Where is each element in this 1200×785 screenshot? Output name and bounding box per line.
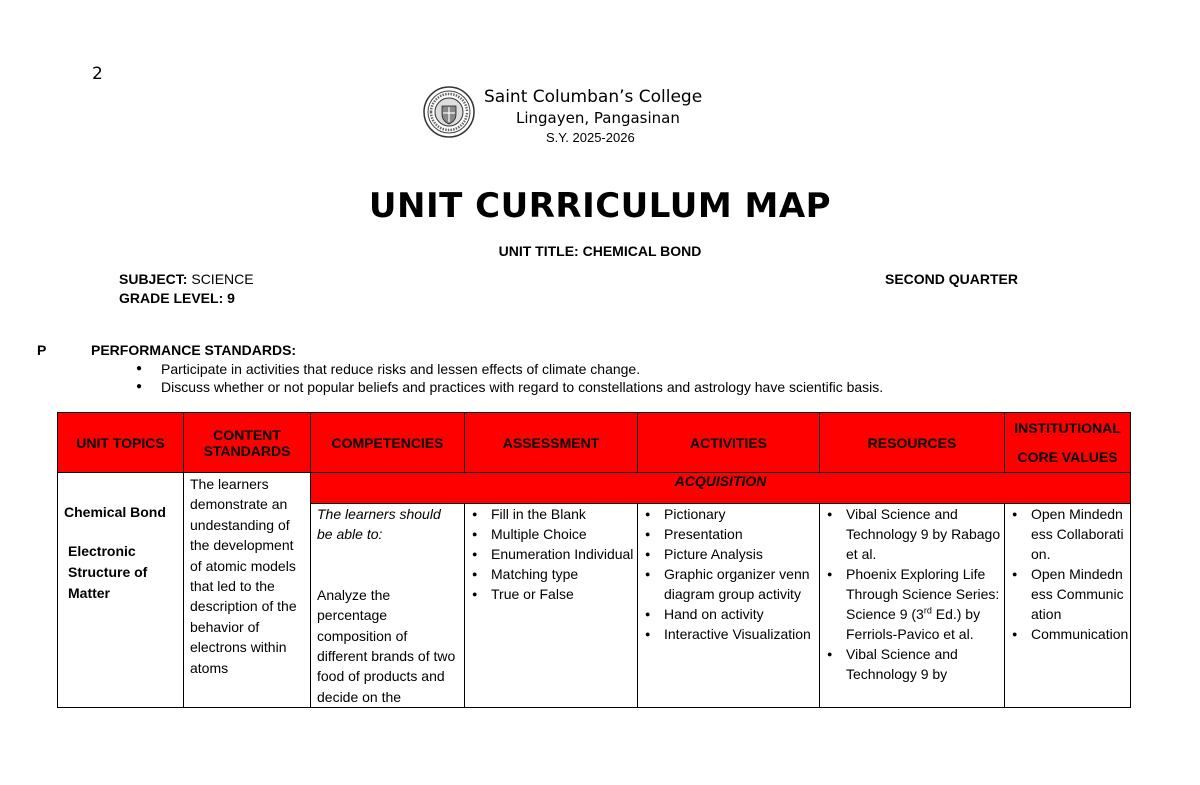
content-standard-text: The learners demonstrate an undestanding of the development of atomic models that led to the description of the behavior of electrons within atoms — [190, 476, 297, 676]
list-item: ● Vibal Science and Technology 9 by — [824, 644, 1004, 684]
assessment-cell — [465, 504, 638, 708]
resources-cell — [820, 504, 1005, 708]
ps-letter: P — [37, 342, 47, 358]
list-item: ● Discuss whether or not popular beliefs and practices with regard to constellations and astrology have scientific basis. — [136, 378, 883, 396]
document-title: UNIT CURRICULUM MAP — [368, 186, 832, 226]
resource-text: Ed.) by Ferriols-Pavico et al. — [846, 606, 981, 642]
core-values-cell — [1005, 504, 1131, 708]
competency-text: Analyze the percentage composition of different brands of two food of products and decide on the — [317, 586, 456, 705]
header-competencies: COMPETENCIES — [311, 413, 465, 473]
core-values-list — [1005, 504, 1130, 644]
acquisition-banner: ACQUISITION — [311, 473, 1131, 504]
subject-value: SCIENCE — [187, 271, 254, 287]
list-item: ● Fill in the Blank — [469, 504, 637, 524]
list-item: ● Picture Analysis — [642, 544, 819, 564]
school-name: Saint Columban’s College — [484, 87, 703, 107]
competencies-cell — [311, 504, 465, 708]
quarter: SECOND QUARTER — [885, 271, 1019, 287]
header-content-standards: CONTENT STANDARDS — [184, 413, 311, 473]
school-year: S.Y. 2025-2026 — [546, 130, 635, 145]
subject-line — [119, 271, 254, 287]
list-item — [824, 564, 1004, 644]
list-item: ● Presentation — [642, 524, 819, 544]
subject-label: SUBJECT: — [119, 271, 188, 287]
unit-topics-cell — [58, 473, 184, 708]
content-standard-cell — [184, 473, 311, 708]
list-item: ● Hand on activity — [642, 604, 819, 624]
list-item: ● Open Mindedness Communication — [1009, 564, 1130, 624]
school-seal-logo — [423, 86, 475, 138]
page-number: 2 — [92, 64, 103, 84]
list-item: ● Interactive Visualization — [642, 624, 819, 644]
list-item: ● Pictionary — [642, 504, 819, 524]
list-item: ● Participate in activities that reduce risks and lessen effects of climate change. — [136, 360, 883, 378]
header-core-values-line1: INSTITUTIONAL — [1014, 419, 1121, 436]
unit-title: UNIT TITLE: CHEMICAL BOND — [498, 243, 702, 259]
resource-superscript: rd — [923, 605, 932, 616]
performance-standards-list — [136, 360, 883, 396]
list-item: ● Multiple Choice — [469, 524, 637, 544]
list-item: ● Open Mindedness Collaboration. — [1009, 504, 1130, 564]
list-item: ● Graphic organizer venn diagram group activity — [642, 564, 819, 604]
header-activities: ACTIVITIES — [638, 413, 820, 473]
assessment-list — [465, 504, 637, 604]
grade-label: GRADE LEVEL: 9 — [119, 290, 235, 306]
list-item: ● Vibal Science and Technology 9 by Rabago et al. — [824, 504, 1004, 564]
list-item: ● True or False — [469, 584, 637, 604]
resource-text: Phoenix Exploring Life Through Science Series: Science 9 (3 — [846, 566, 1000, 622]
curriculum-map-table — [57, 412, 1131, 708]
activities-cell — [638, 504, 820, 708]
list-item: ● Matching type — [469, 564, 637, 584]
header-resources: RESOURCES — [820, 413, 1005, 473]
grade-level — [119, 290, 235, 306]
list-item: ● Enumeration Individual — [469, 544, 637, 564]
header-assessment: ASSESSMENT — [465, 413, 638, 473]
resources-list — [820, 504, 1004, 684]
header-unit-topics: UNIT TOPICS — [58, 413, 184, 473]
header-core-values-line2: CORE VALUES — [1017, 448, 1118, 465]
header-core-values — [1005, 413, 1131, 473]
topic-electronic-structure: Electronic Structure of Matter — [68, 543, 148, 601]
topic-chemical-bond: Chemical Bond — [64, 504, 166, 520]
competency-intro: The learners should be able to: — [317, 506, 441, 543]
performance-standards-heading: PERFORMANCE STANDARDS: — [91, 342, 297, 358]
list-item: ● Communication — [1009, 624, 1130, 644]
activities-list — [638, 504, 819, 644]
school-location: Lingayen, Pangasinan — [516, 109, 680, 127]
